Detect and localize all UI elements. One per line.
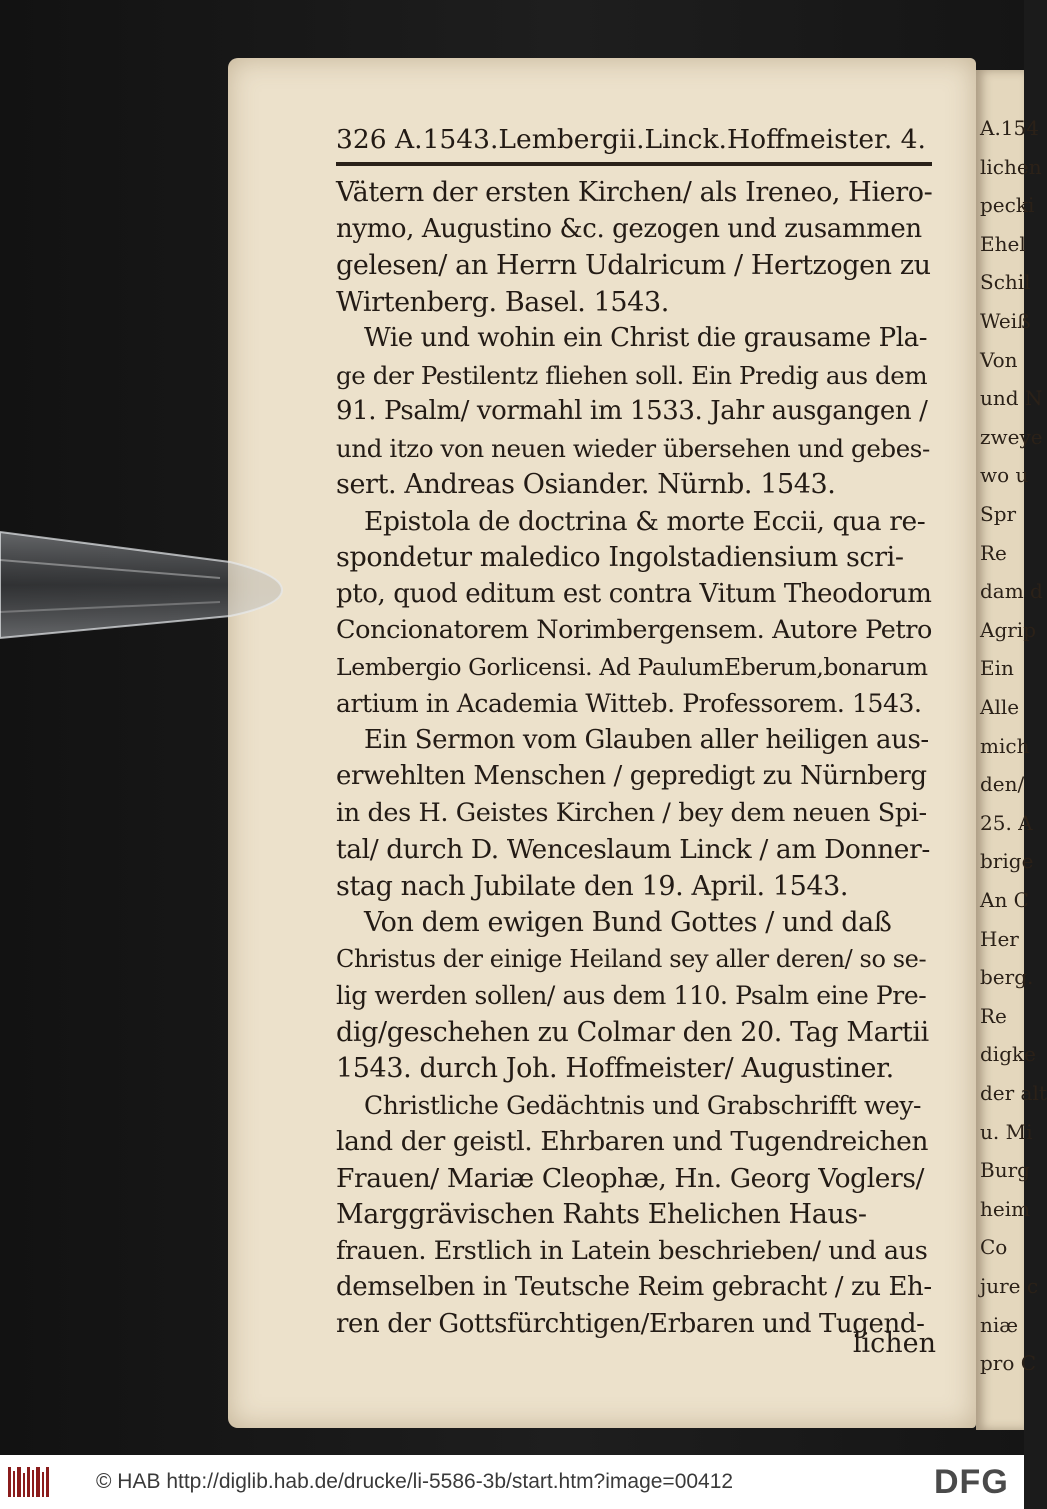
next-page-line: Spr (980, 502, 1017, 526)
text-line: Von dem ewigen Bund Gottes / und daß (364, 907, 892, 938)
text-line: 1543. durch Joh. Hoffmeister/ Augustiner. (336, 1053, 894, 1084)
hab-barcode-logo-icon (8, 1467, 50, 1497)
next-page-line: heim (980, 1196, 1031, 1221)
running-header: 326 A.1543.Lembergii.Linck.Hoffmeister. 4. (336, 124, 926, 155)
next-page-line: zweye (980, 424, 1043, 449)
next-page-line: den/ (980, 772, 1025, 797)
next-page-line: brige (980, 849, 1034, 874)
text-line: stag nach Jubilate den 19. April. 1543. (336, 870, 849, 902)
text-line: sert. Andreas Osiander. Nürnb. 1543. (336, 469, 836, 500)
text-line: pto, quod editum est contra Vitum Theodorum (336, 578, 932, 609)
text-line: Christus der einige Heiland sey aller deren/ so se- (336, 944, 927, 973)
next-page-line: Re (980, 1003, 1007, 1028)
next-page-line: Agrip (980, 617, 1037, 642)
next-page-line: lichen (980, 154, 1042, 179)
text-line: gelesen/ an Herrn Udalricum / Hertzogen zu (336, 250, 931, 281)
text-line: Christliche Gedächtnis und Grabschrifft wey- (364, 1090, 922, 1120)
next-page-line: digke (980, 1042, 1036, 1067)
text-line: Wirtenberg. Basel. 1543. (336, 286, 669, 318)
next-page-line: Von (980, 347, 1018, 372)
next-page-line: pecki (980, 193, 1035, 218)
next-page-line: Burg (980, 1158, 1030, 1183)
next-page-line: u. Mi (980, 1119, 1033, 1144)
text-line: in des H. Geistes Kirchen / bey dem neuen Spi- (336, 797, 927, 828)
text-line: Frauen/ Mariæ Cleophæ, Hn. Georg Voglers/ (336, 1162, 925, 1194)
text-line: Concionatorem Norimbergensem. Autore Petro (336, 615, 932, 645)
next-page-line: berg. (980, 965, 1034, 990)
text-line: demselben in Teutsche Reim gebracht / zu Eh- (336, 1272, 932, 1302)
catchword: lichen (852, 1328, 936, 1359)
next-page-edge (976, 70, 1047, 1430)
text-line: tal/ durch D. Wenceslaum Linck / am Donner- (336, 834, 930, 865)
next-page-line: Her (980, 926, 1019, 951)
next-page-line: Alle (980, 695, 1020, 719)
text-line: Marggrävischen Rahts Ehelichen Haus- (336, 1199, 867, 1230)
text-line: ren der Gottsfürchtigen/Erbaren und Tugend- (336, 1308, 925, 1339)
text-line: erwehlten Menschen / gepredigt zu Nürnberg (336, 761, 927, 791)
footer-bar (0, 1455, 1024, 1509)
text-line: land der geistl. Ehrbaren und Tugendreichen (336, 1126, 929, 1157)
text-line: Lembergio Gorlicensi. Ad PaulumEberum,bonarum (336, 652, 928, 681)
next-page-line: Schil (980, 270, 1031, 295)
copyright-url[interactable]: © HAB http://diglib.hab.de/drucke/li-5586-3b/start.htm?image=00412 (96, 1470, 734, 1493)
text-line: lig werden sollen/ aus dem 110. Psalm eine Pre- (336, 981, 927, 1010)
text-line: Epistola de doctrina & morte Eccii, qua re- (364, 505, 926, 537)
text-line: ge der Pestilentz fliehen soll. Ein Predig aus dem (336, 360, 928, 390)
text-line: artium in Academia Witteb. Professorem. 1543. (336, 689, 922, 718)
header-rule (336, 162, 932, 166)
next-page-line: Ein (980, 656, 1014, 681)
next-page-line: pro C (980, 1351, 1037, 1376)
next-page-line: Re (980, 540, 1007, 565)
text-line: 91. Psalm/ vormahl im 1533. Jahr ausgangen / (336, 396, 928, 426)
next-page-line: A.154 (980, 116, 1039, 140)
text-line: dig/geschehen zu Colmar den 20. Tag Martii (336, 1016, 929, 1048)
text-line: spondetur maledico Ingolstadiensium scri- (336, 542, 904, 573)
next-page-line: der alt (980, 1081, 1047, 1105)
text-line: frauen. Erstlich in Latein beschrieben/ und aus (336, 1235, 928, 1266)
next-page-line: Ehel (980, 231, 1026, 256)
text-line: und itzo von neuen wieder übersehen und gebes- (336, 433, 930, 463)
next-page-line: dam d (980, 579, 1043, 604)
text-line: Vätern der ersten Kirchen/ als Ireneo, Hiero- (336, 177, 933, 208)
next-page-line: An C (980, 888, 1029, 912)
next-page-line: niæ (980, 1312, 1019, 1337)
next-page-line: 25. A (980, 810, 1033, 835)
next-page-line: Co (980, 1235, 1008, 1260)
next-page-line: Weiß (980, 309, 1031, 333)
text-line: nymo, Augustino &c. gezogen und zusammen (336, 213, 922, 244)
text-line: Ein Sermon vom Glauben aller heiligen aus- (364, 724, 929, 755)
text-line: Wie und wohin ein Christ die grausame Pla- (364, 323, 928, 353)
next-page-line: jure c (980, 1274, 1039, 1298)
next-page-line: mich (980, 733, 1030, 758)
next-page-line: und N (980, 386, 1043, 411)
next-page-line: wo u (980, 463, 1029, 488)
dfg-logo: DFG (934, 1463, 1009, 1501)
